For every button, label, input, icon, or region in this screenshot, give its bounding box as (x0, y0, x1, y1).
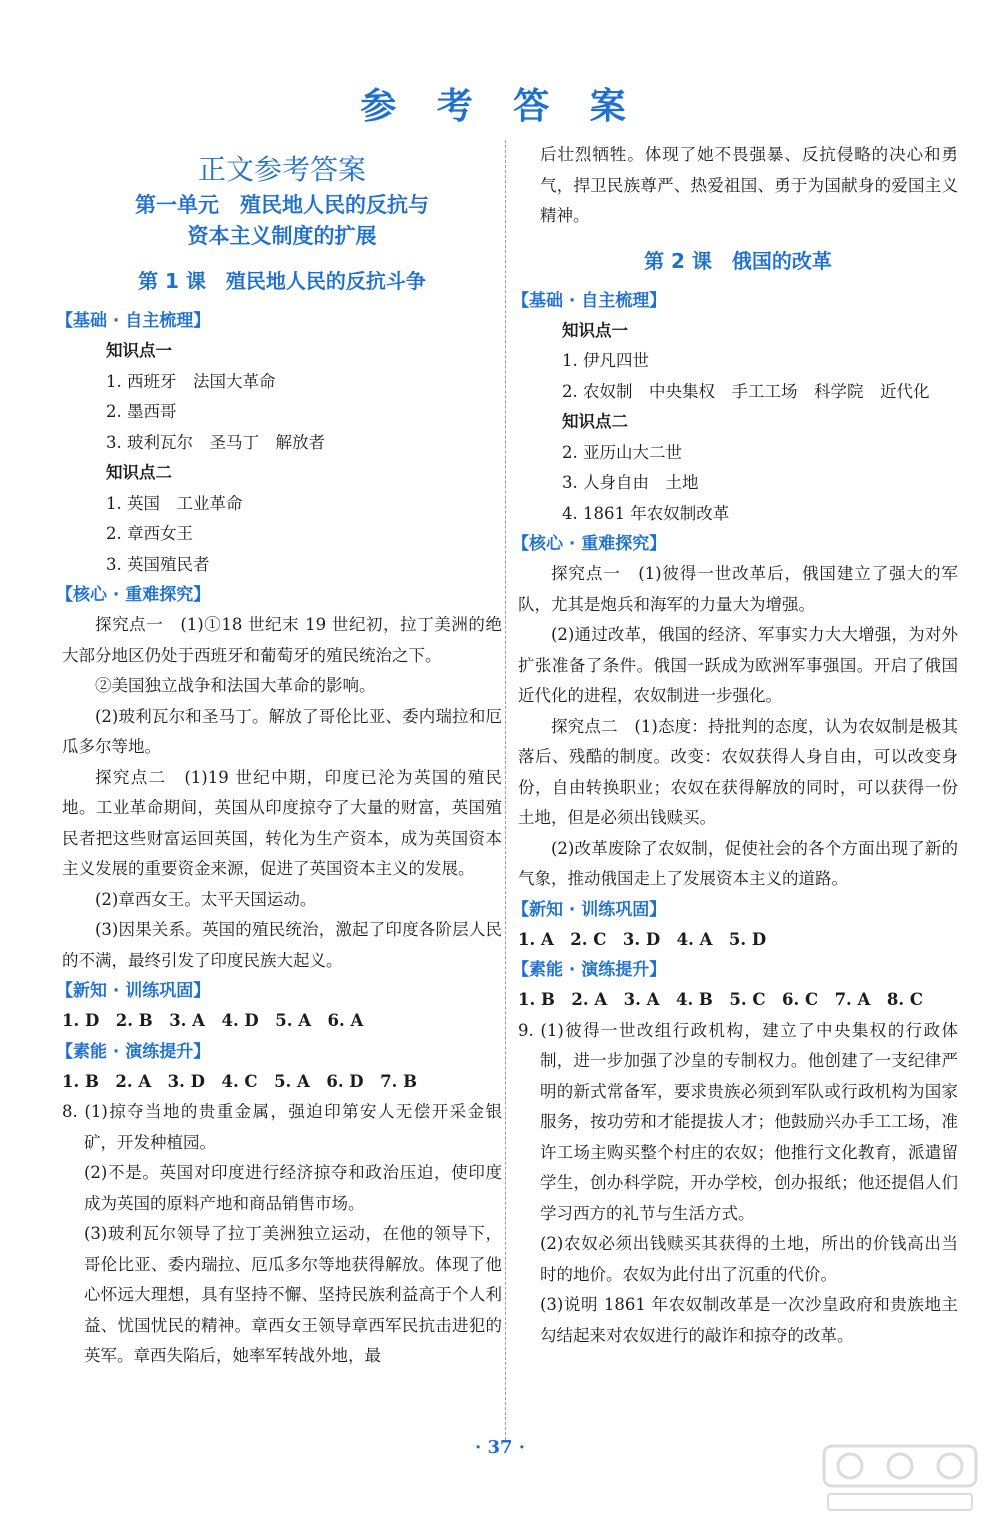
main-heading: 正文参考答案 (197, 153, 366, 186)
answer-line: 2. 章西女王 (106, 524, 193, 543)
choice-answers: 1. B 2. A 3. A 4. B 5. C 6. C 7. A 8. C (518, 990, 923, 1009)
continuation-paragraph: 后壮烈牺牲。体现了她不畏强暴、反抗侵略的决心和勇气，捍卫民族尊严、热爱祖国、勇于为国献身的爱国主义精神。 (540, 145, 958, 225)
core-paragraph: (2)章西女王。太平天国运动。 (95, 889, 317, 909)
section-ability: 【素能 · 演练提升】 (512, 960, 667, 980)
answer-line: 2. 亚历山大二世 (562, 442, 682, 462)
question-9: 9. (1)彼得一世改组行政机构，建立了中央集权的行政体制，进一步加强了沙皇的专制权力。他创建了一支纪律严明的新式常备军，要求贵族必须到军队或行政机构为国家服务，按功劳和才能提拔人才；他鼓励兴办手工工场，准许工场主购买整个村庄的农奴；他推行文化教育，派遣留学生，创办科学院，开办学校，创办报纸；他还提倡人们学习西方的礼节与生活方式。 (518, 1020, 958, 1223)
answer-line: 3. 玻利瓦尔 圣马丁 解放者 (106, 432, 325, 452)
lesson-heading: 第 1 课 殖民地人民的反抗斗争 (138, 269, 426, 293)
core-paragraph: (2)改革废除了农奴制，促使社会的各个方面出现了新的气象，推动俄国走上了发展资本主义的道路。 (518, 838, 958, 888)
section-new: 【新知 · 训练巩固】 (56, 981, 211, 1001)
choice-answers: 1. A 2. C 3. D 4. A 5. D (518, 929, 767, 949)
core-paragraph: 探究点一 (1)彼得一世改革后，俄国建立了强大的军队，尤其是炮兵和海军的力量大为增强。 (518, 564, 958, 614)
lesson-heading: 第 2 课 俄国的改革 (644, 248, 832, 273)
knowledge-point-label: 知识点一 (106, 341, 172, 360)
column-divider (505, 140, 506, 1440)
question-8: 8. (1)掠夺当地的贵重金属，强迫印第安人无偿开采金银矿，开发种植园。 (62, 1102, 502, 1152)
unit-heading-line2: 资本主义制度的扩展 (187, 224, 377, 248)
section-basic: 【基础 · 自主梳理】 (512, 290, 667, 311)
left-column (56, 140, 502, 1372)
page-title: 参 考 答 案 (360, 86, 640, 127)
question-8-part: (2)不是。英国对印度进行经济掠夺和政治压迫，使印度成为英国的原料产地和商品销售市场。 (84, 1163, 502, 1213)
core-paragraph: (2)玻利瓦尔和圣马丁。解放了哥伦比亚、委内瑞拉和厄瓜多尔等地。 (62, 706, 502, 756)
knowledge-point-label: 知识点二 (562, 412, 628, 431)
section-ability: 【素能 · 演练提升】 (56, 1041, 211, 1062)
answer-line: 4. 1861 年农奴制改革 (562, 503, 730, 523)
section-core: 【核心 · 重难探究】 (512, 534, 667, 554)
section-core: 【核心 · 重难探究】 (56, 585, 211, 605)
section-basic: 【基础 · 自主梳理】 (56, 311, 211, 331)
watermark-logo (820, 1440, 980, 1516)
answer-line: 2. 农奴制 中央集权 手工工场 科学院 近代化 (562, 381, 930, 401)
core-paragraph: ②美国独立战争和法国大革命的影响。 (95, 676, 376, 695)
question-9-part: (2)农奴必须出钱赎买其获得的土地，所出的价钱高出当时的地价。农奴为此付出了沉重的代价。 (540, 1234, 958, 1284)
answer-line: 1. 英国 工业革命 (106, 493, 243, 513)
answer-line: 3. 人身自由 土地 (562, 473, 699, 492)
core-paragraph: 探究点一 (1)①18 世纪末 19 世纪初，拉丁美洲的绝大部分地区仍处于西班牙和葡萄牙的殖民统治之下。 (62, 615, 502, 665)
knowledge-point-label: 知识点一 (562, 320, 628, 340)
section-new: 【新知 · 训练巩固】 (512, 899, 667, 920)
question-9-part: (3)说明 1861 年农奴制改革是一次沙皇政府和贵族地主勾结起来对农奴进行的敲诈和掠夺的改革。 (540, 1295, 958, 1345)
knowledge-point-label: 知识点二 (106, 463, 172, 482)
answer-line: 2. 墨西哥 (106, 402, 177, 421)
right-column (512, 140, 958, 1351)
answer-line: 3. 英国殖民者 (106, 554, 210, 574)
answer-line: 1. 伊凡四世 (562, 351, 649, 370)
choice-answers: 1. B 2. A 3. D 4. C 5. A 6. D 7. B (62, 1071, 418, 1091)
answer-line: 1. 西班牙 法国大革命 (106, 371, 276, 391)
page-number: · 37 · (474, 1437, 526, 1458)
choice-answers: 1. D 2. B 3. A 4. D 5. A 6. A (62, 1011, 364, 1030)
unit-heading-line1: 第一单元 殖民地人民的反抗与 (135, 193, 429, 217)
core-paragraph: (2)通过改革，俄国的经济、军事实力大大增强，为对外扩张准备了条件。俄国一跃成为欧洲军事强国。开启了俄国近代化的进程，农奴制进一步强化。 (518, 625, 958, 705)
core-paragraph: 探究点二 (1)19 世纪中期，印度已沦为英国的殖民地。工业革命期间，英国从印度掠夺了大量的财富，英国殖民者把这些财富运回英国，转化为生产资本，成为英国资本主义发展的重要资金来源，促进了英国资本主义的发展。 (62, 767, 502, 878)
core-paragraph: 探究点二 (1)态度：持批判的态度，认为农奴制是极其落后、残酷的制度。改变：农奴获得人身自由，可以改变身份，自由转换职业；农奴在获得解放的同时，可以获得一份土地，但是必须出钱赎买。 (518, 716, 958, 827)
question-8-part: (3)玻利瓦尔领导了拉丁美洲独立运动，在他的领导下，哥伦比亚、委内瑞拉、厄瓜多尔等地获得解放。体现了他心怀远大理想，具有坚持不懈、坚持民族利益高于个人利益、忧国忧民的精神。章西女王领导章西军民抗击进犯的英军。章西失陷后，她率军转战外地，最 (84, 1224, 502, 1365)
core-paragraph: (3)因果关系。英国的殖民统治，激起了印度各阶层人民的不满，最终引发了印度民族大起义。 (62, 920, 502, 970)
